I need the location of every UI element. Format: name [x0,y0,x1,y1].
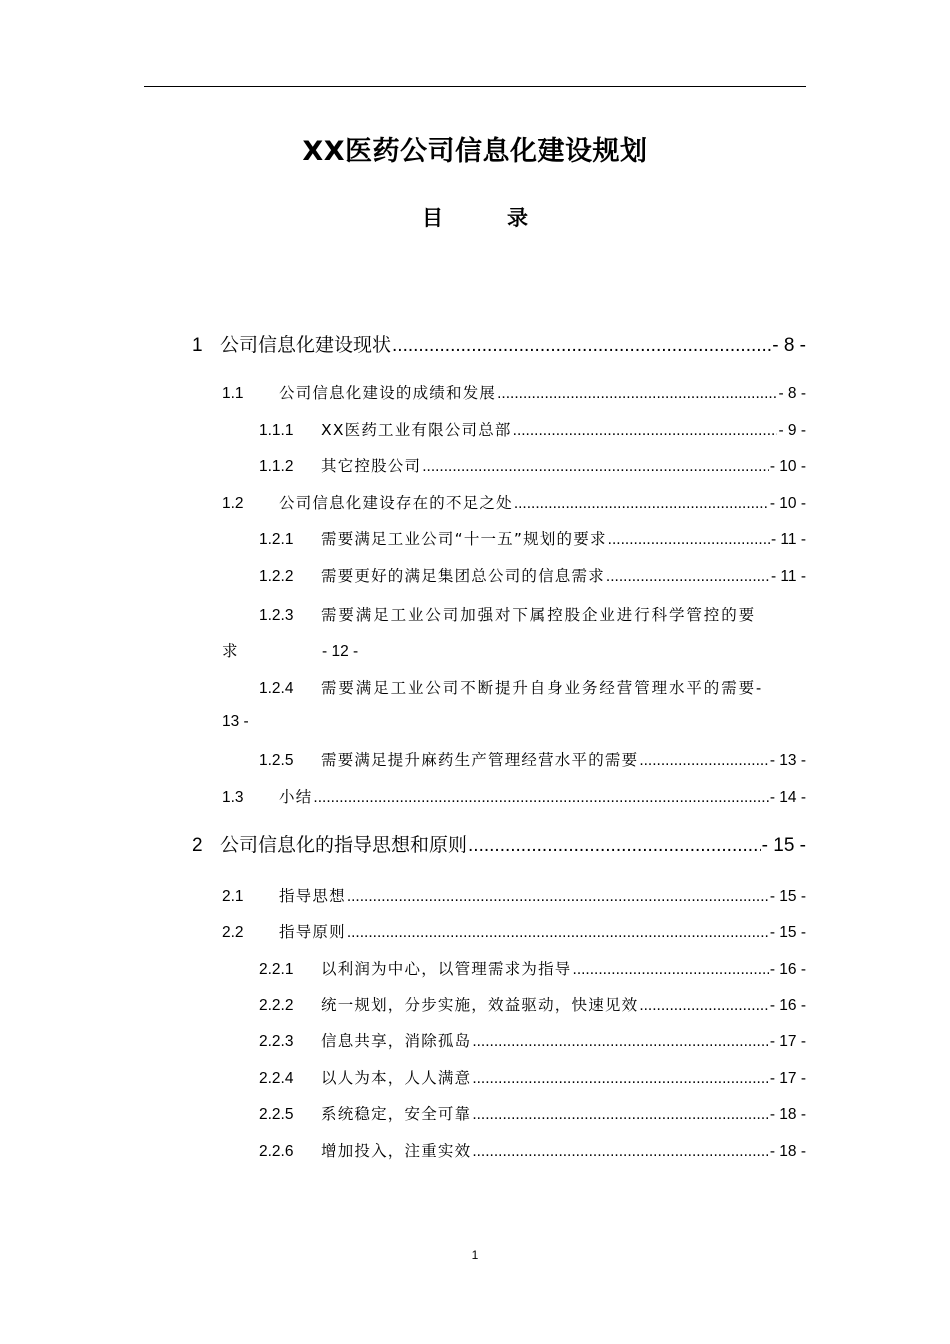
toc-entry-number: 1.1.2 [259,458,294,475]
toc-heading-char-2: 录 [507,206,528,230]
toc-entry-text: 公司信息化的指导思想和原则 [220,834,468,856]
toc-entry-page: - 18 - [769,1106,806,1123]
toc-entry-1[interactable] [192,330,806,364]
toc-leader-dots [472,1143,769,1161]
toc-entry-1-3[interactable] [222,785,806,815]
toc-leader-dots [514,495,769,513]
toc-leader-dots [639,997,769,1015]
toc-heading-char-1: 目 [422,206,443,230]
toc-entry-page: - 18 - [769,1143,806,1160]
toc-entry-page: - 8 - [778,385,806,402]
toc-entry-page-start: - [756,680,762,697]
toc-entry-text: 小结 [279,788,313,806]
toc-entry-number: 1.2.4 [259,680,294,697]
toc-leader-dots [608,531,770,549]
toc-entry-1-2[interactable] [222,491,806,521]
toc-entry-page: - 15 - [761,835,806,856]
toc-leader-dots [313,789,768,807]
toc-leader-dots [513,422,778,440]
toc-entry-1-2-4-continued[interactable] [222,713,249,731]
toc-leader-dots [472,1106,769,1124]
toc-entry-page: - 11 - [770,568,806,585]
toc-entry-text: 其它控股公司 [321,457,422,475]
toc-heading [0,200,950,236]
toc-entry-page: - 17 - [769,1033,806,1050]
toc-entry-page: - 8 - [772,335,806,356]
toc-entry-1-2-1[interactable] [259,527,806,557]
toc-entry-text-continued: 求 [222,642,238,660]
toc-entry-page: - 14 - [769,789,806,806]
toc-entry-number: 1.2 [222,495,244,512]
toc-entry-number: 1.2.3 [259,607,294,624]
toc-entry-text: 需要满足提升麻药生产管理经营水平的需要 [321,751,639,769]
toc-entry-2-2[interactable] [222,920,806,950]
toc-entry-text: 需要满足工业公司“十一五”规划的要求 [321,530,607,548]
toc-entry-text: 系统稳定，安全可靠 [321,1105,472,1123]
toc-entry-number: 1.2.1 [259,531,294,548]
toc-leader-dots [392,335,771,357]
toc-entry-text: 公司信息化建设的成绩和发展 [279,384,497,402]
toc-entry-page: - 10 - [769,458,806,475]
page-number: 1 [471,1248,479,1262]
toc-entry-page: - 17 - [769,1070,806,1087]
toc-entry-text: 公司信息化建设现状 [220,334,392,356]
toc-entry-1-1-1[interactable] [259,418,806,448]
toc-entry-number: 1.1 [222,385,244,402]
toc-entry-number: 2.1 [222,888,244,905]
toc-entry-text: 需要满足工业公司不断提升自身业务经营管理水平的需要 [321,679,757,697]
toc-entry-text: XX医药工业有限公司总部 [321,421,512,439]
toc-entry-text: 统一规划，分步实施，效益驱动，快速见效 [321,996,639,1014]
toc-entry-2-2-4[interactable] [259,1066,806,1096]
toc-entry-number: 1.2.5 [259,752,294,769]
toc-entry-2-2-6[interactable] [259,1139,806,1169]
toc-entry-number: 2.2.2 [259,997,294,1014]
toc-entry-page-end: 13 - [222,713,249,730]
toc-entry-2-2-1[interactable] [259,957,806,987]
toc-entry-number: 2 [192,835,203,856]
toc-entry-1-1-2[interactable] [259,454,806,484]
toc-leader-dots [497,385,777,403]
toc-entry-page: - 10 - [769,495,806,512]
toc-entry-2-2-2[interactable] [259,993,806,1023]
toc-entry-1-2-4[interactable] [259,676,806,698]
toc-entry-text: 信息共享，消除孤岛 [321,1032,472,1050]
toc-leader-dots [472,1070,769,1088]
toc-entry-text: 公司信息化建设存在的不足之处 [279,494,513,512]
toc-entry-text: 需要更好的满足集团总公司的信息需求 [321,567,605,585]
toc-entry-text: 指导原则 [279,923,346,941]
toc-entry-2-2-3[interactable] [259,1029,806,1059]
toc-leader-dots [347,924,769,942]
toc-leader-dots [472,1033,769,1051]
toc-entry-2[interactable] [192,830,806,864]
toc-entry-number: 2.2.5 [259,1106,294,1123]
toc-entry-number: 2.2.1 [259,961,294,978]
toc-entry-text: 指导思想 [279,887,346,905]
toc-entry-page: - 16 - [769,997,806,1014]
toc-entry-number: 1 [192,335,203,356]
toc-entry-text: 以利润为中心，以管理需求为指导 [321,960,572,978]
document-title: XX医药公司信息化建设规划 [302,136,648,167]
toc-entry-text: 以人为本，人人满意 [321,1069,472,1087]
toc-entry-page: - 13 - [769,752,806,769]
toc-entry-page: - 9 - [778,422,806,439]
toc-leader-dots [573,961,769,979]
toc-entry-text: 需要满足工业公司加强对下属控股企业进行科学管控的要 [321,606,757,624]
toc-entry-number: 1.1.1 [259,422,294,439]
header-rule [144,86,806,87]
toc-leader-dots [606,568,770,586]
toc-entry-page: - 15 - [769,888,806,905]
toc-entry-1-2-3-continued[interactable] [222,639,358,661]
toc-entry-2-2-5[interactable] [259,1102,806,1132]
toc-entry-number: 2.2 [222,924,244,941]
toc-leader-dots [347,888,769,906]
toc-leader-dots [468,835,761,857]
toc-entry-1-2-2[interactable] [259,564,806,594]
toc-entry-number: 1.3 [222,789,244,806]
toc-entry-text: 增加投入，注重实效 [321,1142,472,1160]
toc-entry-number: 2.2.4 [259,1070,294,1087]
toc-entry-number: 2.2.3 [259,1033,294,1050]
toc-leader-dots [639,752,769,770]
toc-entry-page: - 15 - [769,924,806,941]
toc-leader-dots [422,458,769,476]
toc-entry-1-2-5[interactable] [259,748,806,778]
toc-entry-1-2-3[interactable] [259,603,806,625]
toc-entry-page: - 11 - [770,531,806,548]
toc-entry-number: 2.2.6 [259,1143,294,1160]
toc-entry-number: 1.2.2 [259,568,294,585]
toc-entry-2-1[interactable] [222,884,806,914]
toc-entry-1-1[interactable] [222,381,806,411]
toc-entry-page: - 12 - [322,643,359,660]
toc-entry-page: - 16 - [769,961,806,978]
